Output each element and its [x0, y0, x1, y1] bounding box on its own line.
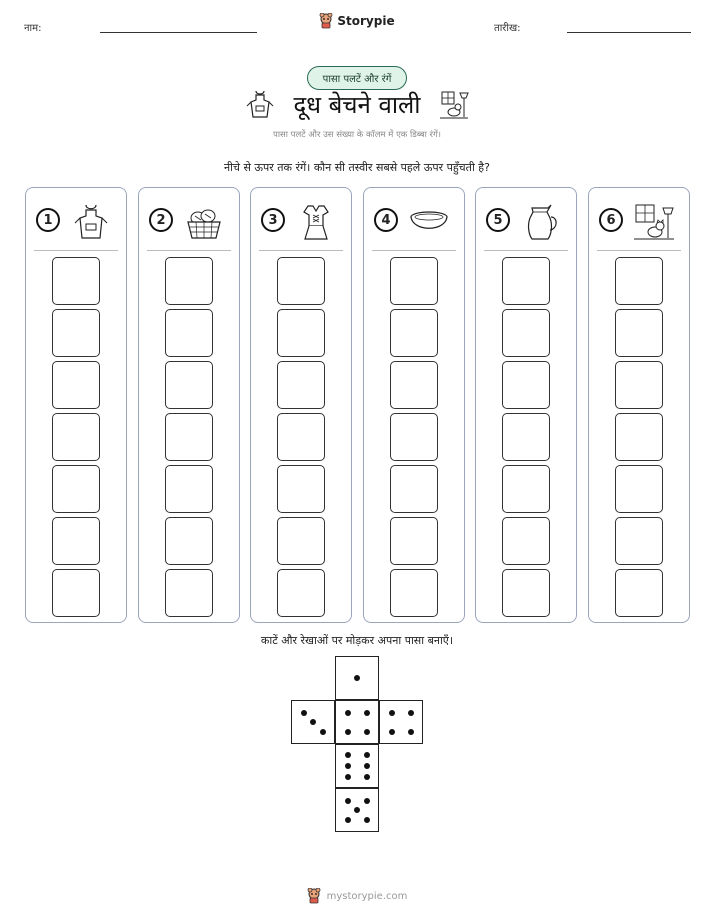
- bodice-dress-icon: [295, 202, 337, 242]
- color-box[interactable]: [390, 257, 438, 305]
- color-box[interactable]: [502, 257, 550, 305]
- die-pip: [310, 719, 316, 725]
- die-pip: [364, 774, 370, 780]
- column-header: [251, 200, 351, 244]
- footer-site[interactable]: mystorypie.com: [326, 890, 408, 902]
- die-face-1: [335, 656, 379, 700]
- die-pip: [408, 729, 414, 735]
- die-pip: [320, 729, 326, 735]
- color-box[interactable]: [502, 309, 550, 357]
- color-box[interactable]: [390, 361, 438, 409]
- column-number: 2: [149, 208, 173, 232]
- date-line: [567, 32, 691, 33]
- footer: [0, 888, 714, 904]
- die-pip: [364, 817, 370, 823]
- color-box[interactable]: [277, 309, 325, 357]
- color-box[interactable]: [165, 465, 213, 513]
- die-pip: [345, 729, 351, 735]
- color-box[interactable]: [502, 465, 550, 513]
- color-box[interactable]: [52, 465, 100, 513]
- color-box[interactable]: [615, 569, 663, 617]
- die-pip: [364, 710, 370, 716]
- color-box[interactable]: [502, 517, 550, 565]
- die-pip: [364, 729, 370, 735]
- color-box[interactable]: [277, 465, 325, 513]
- die-face-4b: [379, 700, 423, 744]
- subtitle: पासा पलटें और उस संख्या के कॉलम में एक डिब्बा रंगें।: [273, 130, 441, 140]
- room-with-cat-icon: [633, 202, 675, 242]
- name-label: नाम:: [24, 23, 42, 34]
- color-box[interactable]: [390, 517, 438, 565]
- color-box[interactable]: [277, 569, 325, 617]
- cut-instruction: काटें और रेखाओं पर मोड़कर अपना पासा बनाएँ।: [260, 634, 454, 647]
- die-pip: [354, 675, 360, 681]
- column-3: [250, 187, 352, 623]
- column-divider: [147, 250, 231, 251]
- date-label: तारीख:: [494, 23, 521, 34]
- column-6: [588, 187, 690, 623]
- color-box[interactable]: [52, 413, 100, 461]
- color-box[interactable]: [165, 569, 213, 617]
- die-pip: [345, 752, 351, 758]
- bowl-icon: [408, 202, 450, 242]
- die-face-4: [335, 700, 379, 744]
- bread-basket-icon: [183, 202, 225, 242]
- apron-icon: [70, 202, 112, 242]
- color-box[interactable]: [615, 465, 663, 513]
- storypie-mascot-icon: [319, 13, 333, 29]
- column-divider: [372, 250, 456, 251]
- die-pip: [389, 710, 395, 716]
- brand-name: Storypie: [337, 14, 395, 28]
- color-box[interactable]: [502, 569, 550, 617]
- die-pip: [364, 763, 370, 769]
- instruction: नीचे से ऊपर तक रंगें। कौन सी तस्वीर सबसे पहले ऊपर पहुँचती है?: [224, 161, 490, 174]
- color-box[interactable]: [390, 569, 438, 617]
- column-divider: [259, 250, 343, 251]
- color-box[interactable]: [277, 517, 325, 565]
- column-number: 1: [36, 208, 60, 232]
- column-2: [138, 187, 240, 623]
- color-box[interactable]: [615, 361, 663, 409]
- column-4: [363, 187, 465, 623]
- color-box[interactable]: [52, 361, 100, 409]
- brand-logo: [0, 13, 714, 29]
- die-pip: [364, 798, 370, 804]
- die-face-5: [335, 788, 379, 832]
- column-divider: [484, 250, 568, 251]
- column-5: [475, 187, 577, 623]
- color-box[interactable]: [52, 517, 100, 565]
- die-pip: [408, 710, 414, 716]
- column-header: [476, 200, 576, 244]
- die-pip: [354, 807, 360, 813]
- title-row: [0, 88, 714, 121]
- activity-tag: पासा पलटें और रंगें: [307, 66, 407, 90]
- color-box[interactable]: [615, 413, 663, 461]
- page-title: दूध बेचने वाली: [293, 91, 421, 119]
- color-box[interactable]: [502, 361, 550, 409]
- storypie-mascot-icon: [307, 888, 321, 904]
- color-box[interactable]: [165, 309, 213, 357]
- die-face-6: [335, 744, 379, 788]
- die-pip: [345, 817, 351, 823]
- die-pip: [345, 798, 351, 804]
- color-box[interactable]: [615, 517, 663, 565]
- color-box[interactable]: [390, 309, 438, 357]
- color-box[interactable]: [165, 361, 213, 409]
- color-box[interactable]: [165, 517, 213, 565]
- column-header: [26, 200, 126, 244]
- color-box[interactable]: [277, 413, 325, 461]
- milk-jug-icon: [520, 202, 562, 242]
- color-box[interactable]: [390, 413, 438, 461]
- column-header: [364, 200, 464, 244]
- color-box[interactable]: [277, 257, 325, 305]
- color-box[interactable]: [615, 309, 663, 357]
- die-pip: [345, 774, 351, 780]
- column-divider: [597, 250, 681, 251]
- column-header: [589, 200, 689, 244]
- color-box[interactable]: [615, 257, 663, 305]
- color-box[interactable]: [165, 257, 213, 305]
- color-box[interactable]: [502, 413, 550, 461]
- room-with-cat-icon: [439, 89, 469, 121]
- die-pip: [364, 752, 370, 758]
- color-box[interactable]: [52, 569, 100, 617]
- die-face-3: [291, 700, 335, 744]
- color-box[interactable]: [52, 309, 100, 357]
- die-pip: [345, 710, 351, 716]
- name-line: [100, 32, 257, 33]
- apron-icon: [245, 89, 275, 121]
- column-divider: [34, 250, 118, 251]
- color-box[interactable]: [390, 465, 438, 513]
- column-number: 3: [261, 208, 285, 232]
- column-number: 5: [486, 208, 510, 232]
- color-box[interactable]: [277, 361, 325, 409]
- die-pip: [345, 763, 351, 769]
- die-pip: [301, 710, 307, 716]
- column-number: 6: [599, 208, 623, 232]
- column-header: [139, 200, 239, 244]
- color-box[interactable]: [52, 257, 100, 305]
- column-1: [25, 187, 127, 623]
- color-box[interactable]: [165, 413, 213, 461]
- column-number: 4: [374, 208, 398, 232]
- die-pip: [389, 729, 395, 735]
